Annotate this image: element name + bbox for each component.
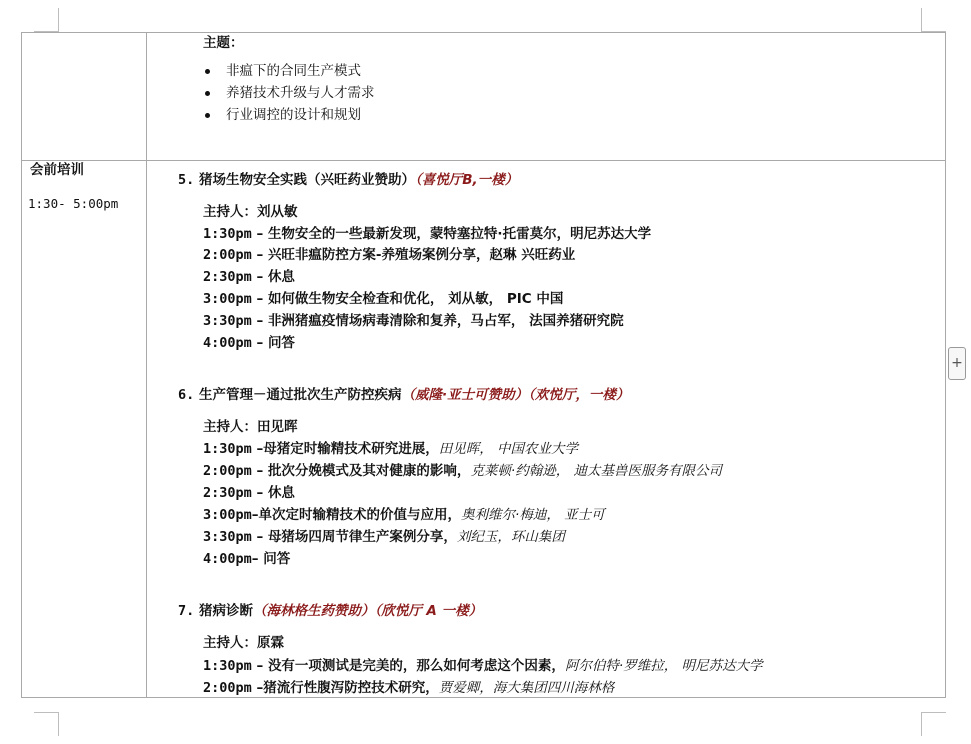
crop-mark-top-right-v	[921, 8, 922, 32]
agenda-table	[21, 32, 946, 698]
row-divider	[22, 160, 945, 161]
schedule-line	[203, 679, 614, 697]
schedule-time: 3:30pm	[203, 529, 252, 545]
schedule-text: 单次定时输精技术的价值与应用，	[258, 507, 462, 523]
schedule-separator: –	[251, 485, 268, 501]
schedule-text: 非洲猪瘟疫情场病毒清除和复养，马占军， 法国养猪研究院	[267, 313, 624, 329]
schedule-separator: –	[251, 247, 268, 263]
schedule-speaker: 阿尔伯特·罗维拉， 明尼苏达大学	[564, 658, 763, 674]
schedule-time: 4:00pm	[203, 335, 252, 351]
schedule-text: 问答	[263, 551, 291, 567]
schedule-text: 母猪定时输精技术研究进展，	[263, 441, 439, 457]
session-host: 主持人：原霖	[203, 635, 284, 651]
schedule-time: 1:30pm	[203, 441, 252, 457]
session-sponsor: （威隆·亚士可赞助）（欢悦厅，一楼）	[401, 387, 630, 403]
session-sponsor: （海林格生药赞助）（欣悦厅 A 一楼）	[252, 603, 483, 619]
schedule-text: 猪流行性腹泻防控技术研究，	[263, 680, 439, 696]
schedule-time: 2:30pm	[203, 269, 252, 285]
schedule-separator: –	[251, 507, 259, 523]
schedule-time: 2:30pm	[203, 485, 252, 501]
crop-mark-top-left-v	[58, 8, 59, 32]
session-5-heading	[178, 171, 518, 189]
schedule-text: 母猪场四周节律生产案例分享，	[267, 529, 457, 545]
schedule-line	[203, 334, 295, 352]
schedule-line	[203, 440, 578, 458]
schedule-time: 2:00pm	[203, 247, 252, 263]
schedule-text: 生物安全的一些最新发现，蒙特塞拉特·托雷莫尔，明尼苏达大学	[267, 226, 652, 242]
schedule-speaker: 克莱顿·约翰逊， 迪太基兽医服务有限公司	[470, 463, 723, 479]
schedule-line	[203, 657, 763, 675]
schedule-separator: –	[251, 269, 268, 285]
row-time: 1:30- 5:00pm	[28, 196, 119, 211]
schedule-text: 休息	[267, 485, 295, 501]
session-number: 7.	[178, 603, 195, 619]
schedule-line	[203, 462, 722, 480]
crop-mark-bottom-right-v	[921, 712, 922, 736]
schedule-time: 4:00pm	[203, 551, 252, 567]
schedule-line	[203, 246, 575, 264]
row-label: 会前培训	[30, 162, 84, 178]
session-number: 6.	[178, 387, 195, 403]
schedule-line	[203, 312, 624, 330]
session-host: 主持人：田见晖	[203, 419, 298, 435]
schedule-time: 2:00pm	[203, 463, 252, 479]
schedule-text: 批次分娩模式及其对健康的影响，	[267, 463, 471, 479]
schedule-speaker: 刘纪玉，环山集团	[456, 529, 565, 545]
session-title: 生产管理－通过批次生产防控疾病	[198, 387, 402, 403]
schedule-separator: –	[251, 529, 268, 545]
schedule-text: 问答	[267, 335, 295, 351]
schedule-text: 兴旺非瘟防控方案-养殖场案例分享，赵琳 兴旺药业	[267, 247, 576, 263]
session-title: 猪病诊断	[198, 603, 253, 619]
schedule-separator: –	[251, 680, 264, 696]
session-7-heading	[178, 602, 482, 620]
schedule-line	[203, 225, 651, 243]
schedule-time: 3:00pm	[203, 507, 252, 523]
schedule-time: 1:30pm	[203, 658, 252, 674]
crop-mark-bottom-right-h	[922, 712, 946, 713]
schedule-time: 3:30pm	[203, 313, 252, 329]
schedule-separator: –	[251, 441, 264, 457]
schedule-speaker: 奥利维尔·梅迪， 亚士可	[461, 507, 605, 523]
schedule-speaker: 田见晖， 中国农业大学	[438, 441, 579, 457]
column-divider	[146, 33, 147, 697]
schedule-separator: –	[251, 551, 264, 567]
schedule-line	[203, 550, 290, 568]
session-6-heading	[178, 386, 629, 404]
schedule-separator: –	[251, 335, 268, 351]
schedule-time: 2:00pm	[203, 680, 252, 696]
topics-label: 主题：	[203, 35, 244, 51]
session-sponsor: （喜悦厅B,一楼）	[414, 172, 519, 188]
session-number: 5.	[178, 172, 195, 188]
schedule-separator: –	[251, 313, 268, 329]
schedule-text: 没有一项测试是完美的，那么如何考虑这个因素，	[267, 658, 565, 674]
schedule-line	[203, 268, 295, 286]
crop-mark-bottom-left-h	[34, 712, 58, 713]
schedule-line	[203, 484, 295, 502]
schedule-time: 3:00pm	[203, 291, 252, 307]
schedule-time: 1:30pm	[203, 226, 252, 242]
schedule-separator: –	[251, 463, 268, 479]
crop-mark-bottom-left-v	[58, 712, 59, 736]
schedule-line	[203, 528, 565, 546]
schedule-separator: –	[251, 658, 268, 674]
schedule-text: 如何做生物安全检查和优化， 刘从敏， PIC 中国	[267, 291, 564, 307]
topic-item: 行业调控的设计和规划	[226, 107, 361, 123]
session-title: 猪场生物安全实践（兴旺药业赞助）	[198, 172, 415, 188]
add-section-button[interactable]: +	[948, 347, 966, 380]
schedule-text: 休息	[267, 269, 295, 285]
topic-item: 养猪技术升级与人才需求	[226, 85, 375, 101]
schedule-separator: –	[251, 226, 268, 242]
topic-item: 非瘟下的合同生产模式	[226, 63, 361, 79]
schedule-line	[203, 506, 605, 524]
schedule-separator: –	[251, 291, 268, 307]
schedule-speaker: 贾爱卿，海大集团四川海林格	[438, 680, 615, 696]
session-host: 主持人：刘从敏	[203, 204, 298, 220]
schedule-line	[203, 290, 563, 308]
